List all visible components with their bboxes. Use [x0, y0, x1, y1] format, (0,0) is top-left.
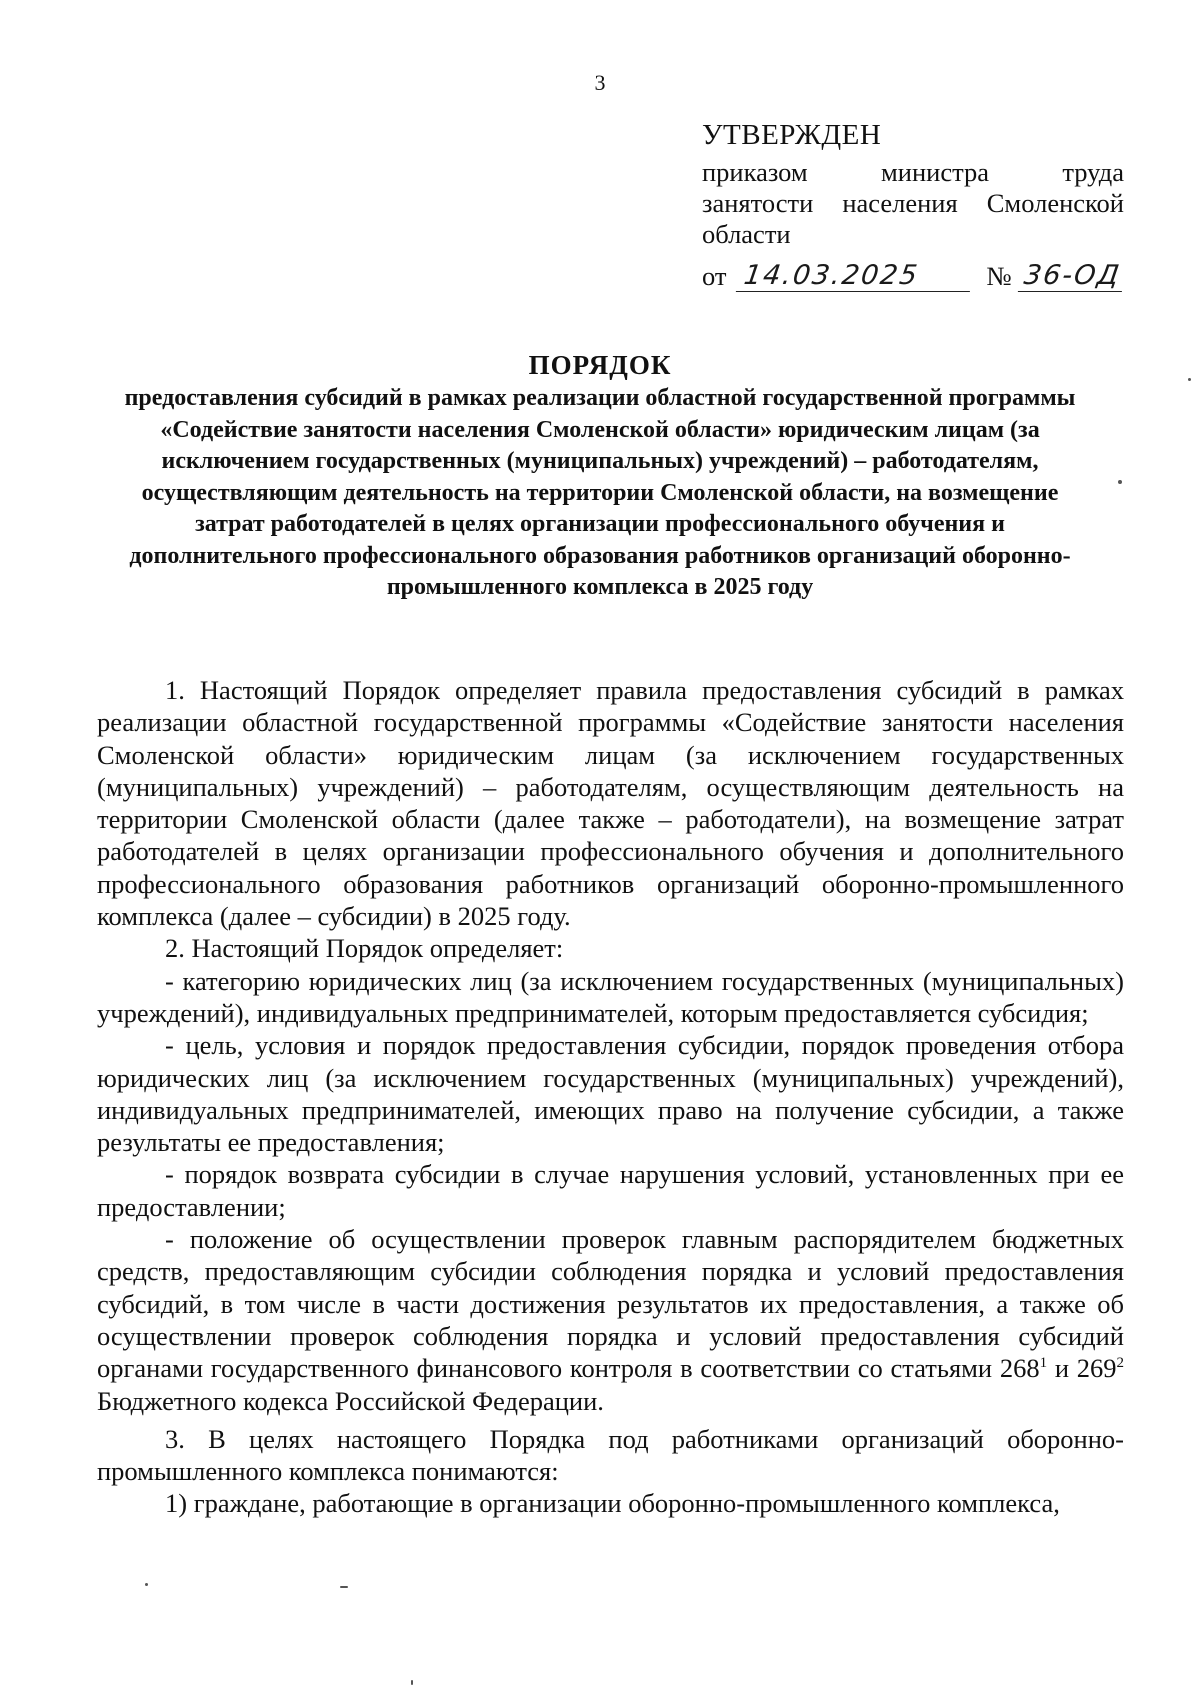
list-item-return: - порядок возврата субсидии в случае нарушения условий, установленных при ее предоставлении; [97, 1159, 1124, 1222]
paragraph-3: 3. В целях настоящего Порядка под работниками организаций оборонно-промышленного комплекса понимаются: [97, 1423, 1124, 1487]
approval-block [702, 120, 1124, 292]
list-item-category: - категорию юридических лиц (за исключением государственных (муниципальных) учреждений), индивидуальных предпринимателей, которым предоставляется субсидия; [97, 965, 1124, 1028]
approval-date-line [702, 256, 1124, 292]
handwritten-number: 36-ОД [1018, 261, 1127, 292]
approval-heading: УТВЕРЖДЕН [702, 119, 882, 151]
list-item-checks [97, 1223, 1124, 1417]
scan-speck [145, 1583, 148, 1586]
checks-text-a: - положение об осуществлении проверок главным распорядителем бюджетных средств, предоставляющим субсидии соблюдения порядка и условий предоставления субсидий, в том числе в части достижения результатов их предоставления, а также об осуществлении проверок соблюдения порядка и условий предоставления субсидий органами государственного финансового контроля в соответствии со статьями 268 [97, 1224, 1124, 1384]
approval-line-3: области [702, 219, 791, 249]
checks-text-b: и 269 [1047, 1353, 1117, 1384]
paragraph-1: 1. Настоящий Порядок определяет правила предоставления субсидий в рамках реализации областной государственной программы «Содействие занятости населения Смоленской области» юридическим лицам (за исключением государственных (муниципальных) учреждений) – работодателям, осуществляющим деятельность на территории Смоленской области (далее также – работодатели), на возмещение затрат работодателей в целях организации профессионального обучения и дополнительного профессионального образования работников организаций оборонно-промышленного комплекса (далее – субсидии) в 2025 году. [97, 675, 1124, 932]
list-item-1: 1) граждане, работающие в организации оборонно-промышленного комплекса, [165, 1488, 1060, 1519]
approval-line-1: приказом министра труда [702, 157, 1124, 187]
approval-line-2: занятости населения Смоленской [702, 188, 1124, 218]
paragraph-2: 2. Настоящий Порядок определяет: [165, 933, 564, 964]
document-title: ПОРЯДОК [528, 350, 672, 380]
checks-text-c: Бюджетного кодекса Российской Федерации. [97, 1385, 604, 1416]
number-sign: № [986, 261, 1012, 291]
superscript-1: 1 [1039, 1355, 1048, 1372]
document-subtitle: предоставления субсидий в рамках реализации областной государственной программы «Содействие занятости населения Смоленской области» юридическим лицам (за исключением государственных (муниципальных) учреждений) – работодателям, осуществляющим деятельность на территории Смоленской области, на возмещение затрат работодателей в целях организации профессионального обучения и дополнительного профессионального образования работников организаций оборонно-промышленного комплекса в 2025 году [124, 385, 1076, 600]
scan-speck [1188, 378, 1191, 381]
page-number: 3 [594, 70, 606, 95]
date-prefix: от [702, 261, 727, 291]
handwritten-date: 14.03.2025 [736, 261, 974, 292]
scan-speck [1118, 480, 1122, 484]
superscript-2: 2 [1116, 1355, 1125, 1372]
document-body [97, 674, 1124, 1520]
scan-speck [411, 1680, 413, 1685]
list-item-goal: - цель, условия и порядок предоставления субсидии, порядок проведения отбора юридических лиц (за исключением государственных (муниципальных) учреждений), индивидуальных предпринимателей, имеющих право на получение субсидии, а также результаты ее предоставления; [97, 1030, 1124, 1158]
scan-speck [340, 1586, 348, 1588]
